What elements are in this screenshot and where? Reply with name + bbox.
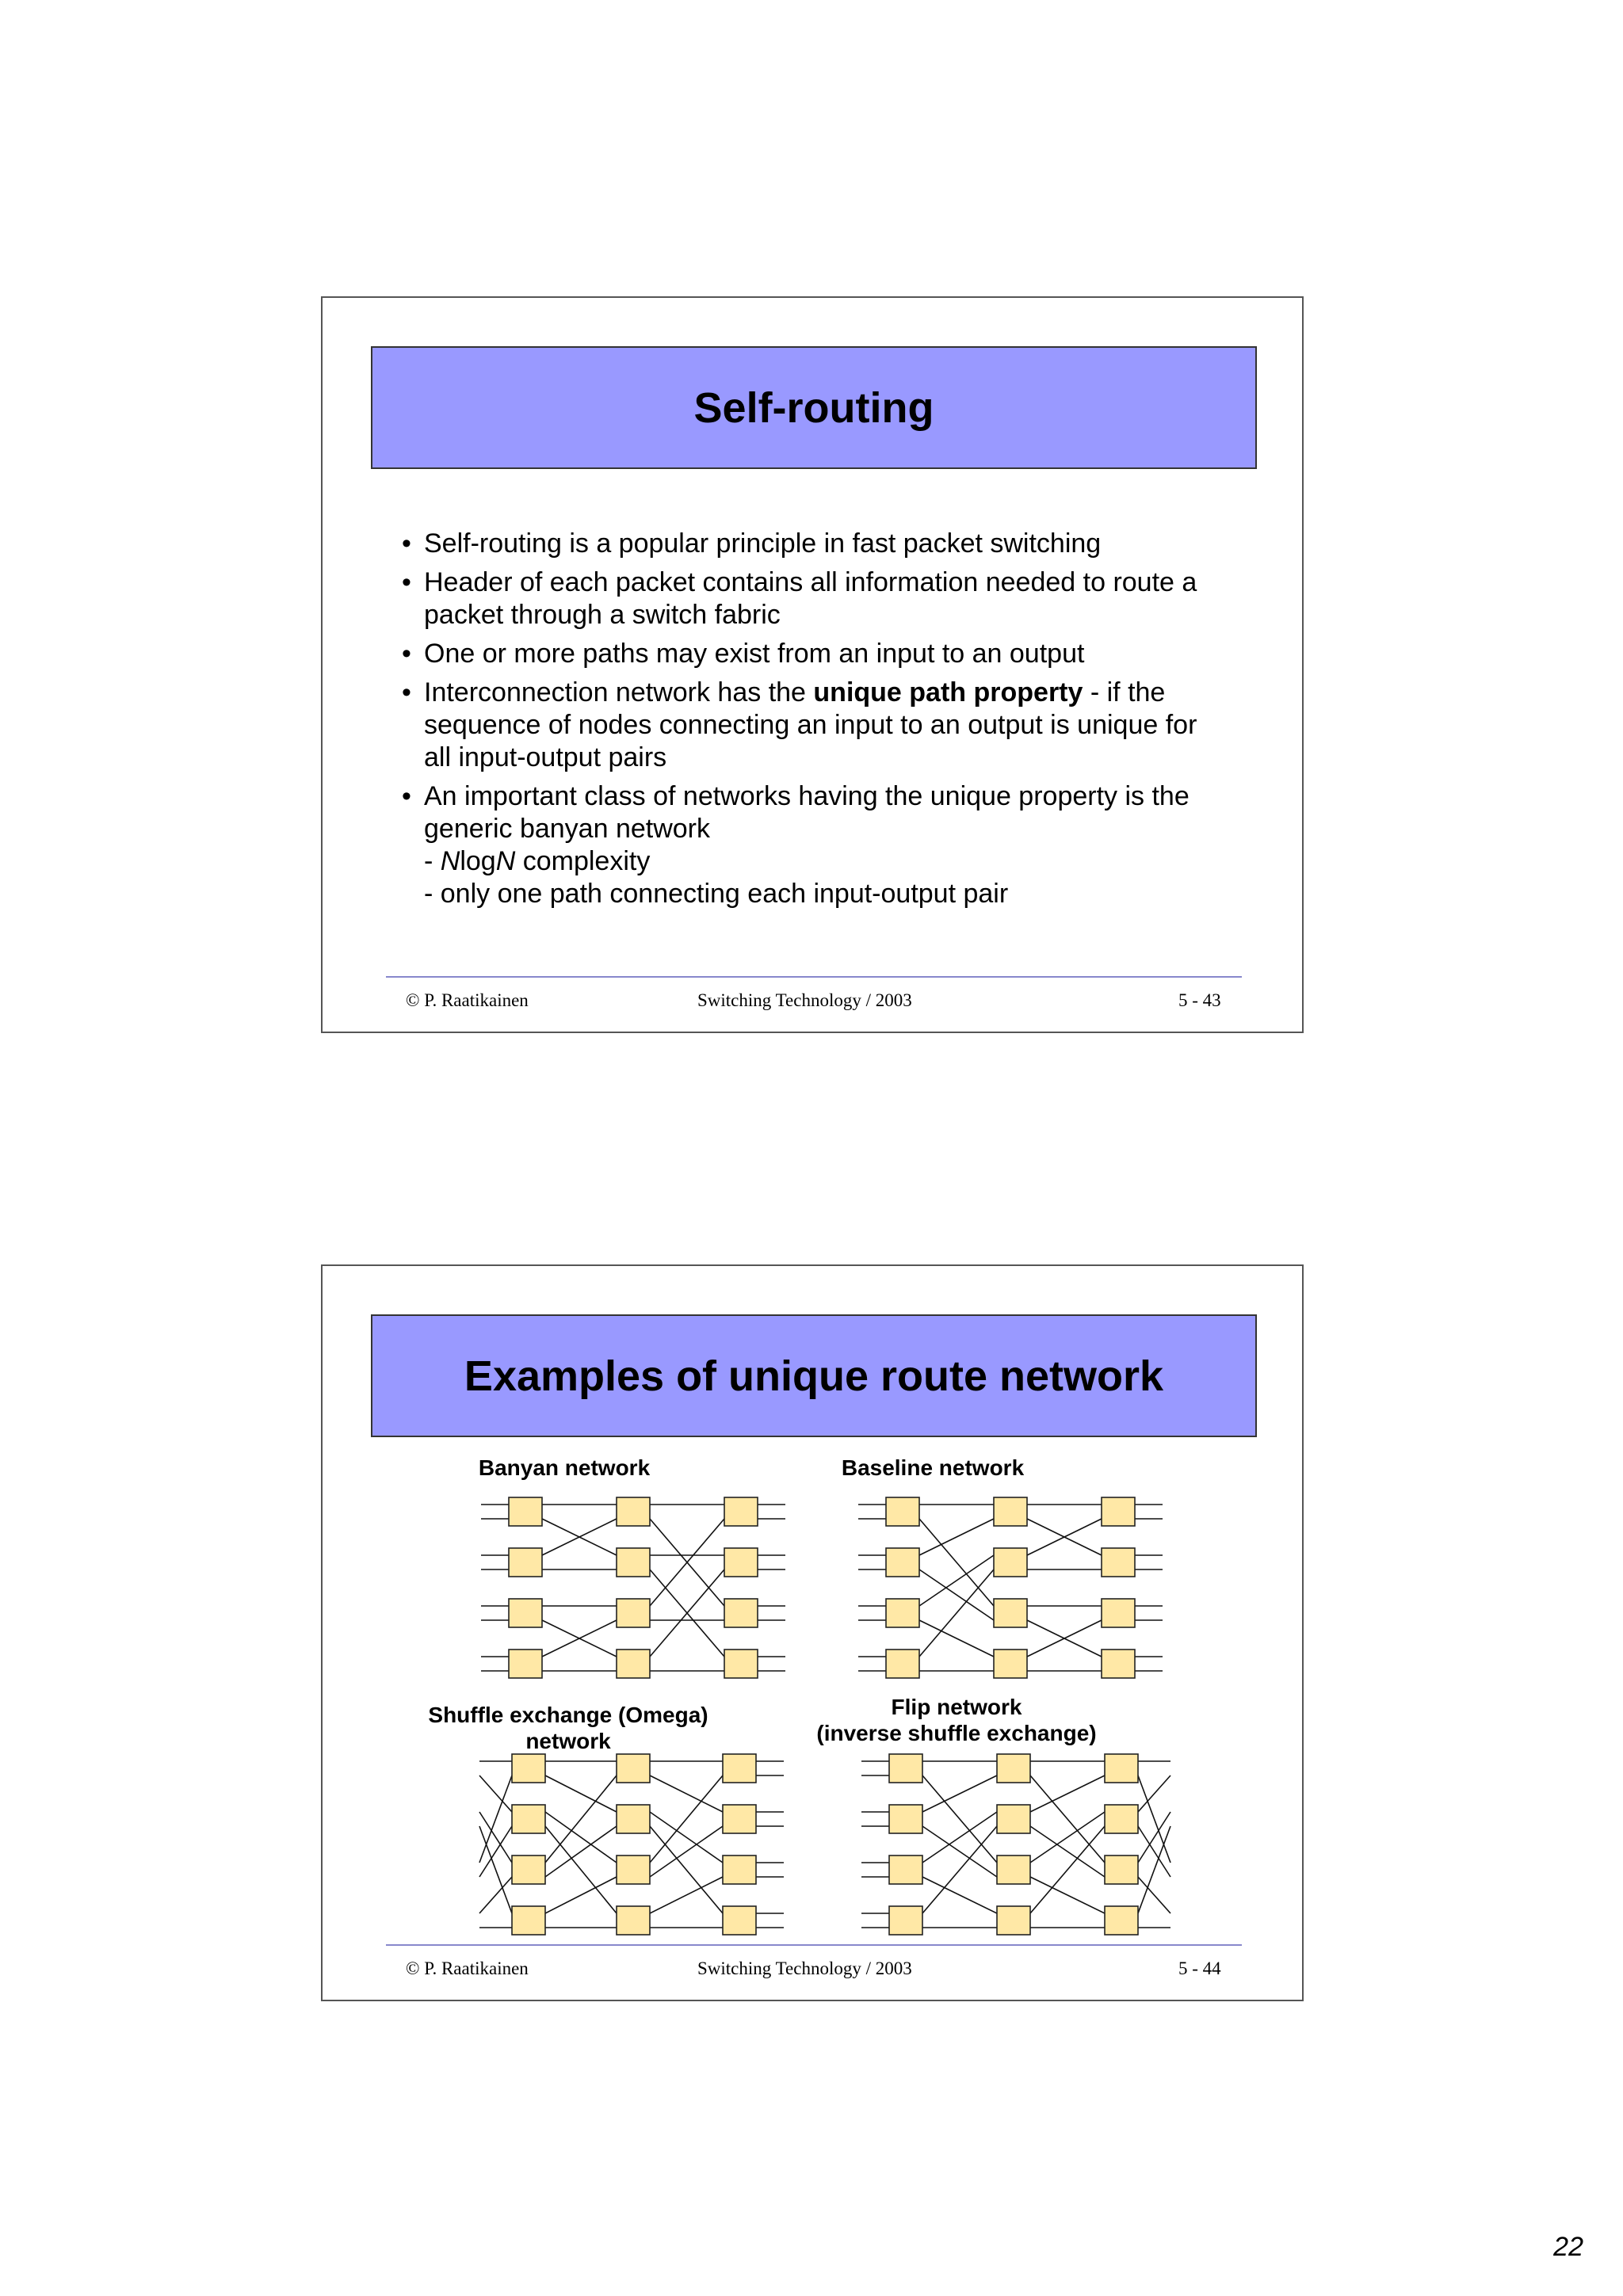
switch-element (889, 1906, 922, 1935)
footer-author: © P. Raatikainen (406, 990, 529, 1010)
switch-element (1105, 1754, 1138, 1783)
switch-element (1105, 1906, 1138, 1935)
link-line (545, 1877, 617, 1913)
footer-course: Switching Technology / 2003 (697, 1958, 912, 1978)
switch-element (994, 1650, 1027, 1678)
switch-element (723, 1906, 756, 1935)
flip-label: Flip network (inverse shuffle exchange) (816, 1695, 1097, 1745)
sub-bullet: - only one path connecting each input-output pair (424, 879, 1009, 909)
input-line (479, 1775, 512, 1812)
switch-element (1102, 1497, 1135, 1526)
footer-slide-number: 5 - 44 (1178, 1958, 1221, 1978)
sub-bullet: - NlogN complexity (424, 846, 651, 876)
bullet-item: • Self-routing is a popular principle in fast packet switching (402, 528, 1210, 560)
slide-unique-route-examples (321, 1264, 1304, 2001)
switch-element (886, 1599, 919, 1627)
link-line (919, 1620, 994, 1657)
switch-element (994, 1548, 1027, 1577)
link-line (545, 1775, 617, 1812)
switch-element (617, 1497, 650, 1526)
switch-element (509, 1548, 542, 1577)
switch-element (889, 1805, 922, 1833)
footer-rule (386, 976, 1242, 978)
switch-element (1102, 1650, 1135, 1678)
switch-element (617, 1599, 650, 1627)
switch-element (997, 1855, 1030, 1884)
output-line (1138, 1877, 1170, 1913)
switch-element (724, 1497, 758, 1526)
switch-element (889, 1754, 922, 1783)
switch-element (512, 1855, 545, 1884)
switch-element (509, 1599, 542, 1627)
switch-element (512, 1805, 545, 1833)
footer-course: Switching Technology / 2003 (697, 990, 912, 1010)
banyan-network-diagram (465, 1485, 814, 1691)
switch-element (997, 1805, 1030, 1833)
slide-title: Self-routing (693, 383, 934, 432)
switch-element (886, 1650, 919, 1678)
bullet-item: • Interconnection network has the unique path property - if the sequence of nodes connecting an input to an output is unique for all input-output pairs (402, 677, 1210, 774)
slide-self-routing (321, 296, 1304, 1033)
bullet-item: • One or more paths may exist from an input to an output (402, 638, 1210, 670)
link-line (922, 1775, 997, 1812)
switch-element (1102, 1548, 1135, 1577)
bullet-item: • Header of each packet contains all information needed to route a packet through a switch fabric (402, 566, 1210, 631)
switch-element (509, 1497, 542, 1526)
emphasis-text: unique path property (813, 677, 1083, 707)
slide-title: Examples of unique route network (464, 1352, 1164, 1400)
switch-element (617, 1855, 650, 1884)
input-line (479, 1877, 512, 1913)
switch-element (886, 1548, 919, 1577)
switch-element (723, 1754, 756, 1783)
link-line (650, 1775, 723, 1812)
omega-network-diagram (449, 1745, 798, 1943)
flip-network-diagram (842, 1745, 1207, 1943)
switch-element (997, 1906, 1030, 1935)
link-line (1030, 1877, 1105, 1913)
switch-element (994, 1599, 1027, 1627)
switch-element (1105, 1805, 1138, 1833)
banyan-label: Banyan network (478, 1455, 651, 1480)
switch-element (617, 1805, 650, 1833)
omega-label: Shuffle exchange (Omega) network (428, 1703, 708, 1753)
switch-element (997, 1754, 1030, 1783)
switch-element (617, 1754, 650, 1783)
switch-element (889, 1855, 922, 1884)
page-number: 22 (1553, 2232, 1583, 2262)
link-line (922, 1877, 997, 1913)
switch-element (994, 1497, 1027, 1526)
baseline-label: Baseline network (841, 1455, 1025, 1480)
switch-element (1102, 1599, 1135, 1627)
switch-element (617, 1650, 650, 1678)
link-line (650, 1877, 723, 1913)
switch-element (509, 1650, 542, 1678)
switch-element (512, 1754, 545, 1783)
switch-element (886, 1497, 919, 1526)
slide-title-box (371, 1314, 1257, 1437)
footer-author: © P. Raatikainen (406, 1958, 529, 1978)
switch-element (617, 1548, 650, 1577)
link-line (919, 1519, 994, 1555)
switch-element (617, 1906, 650, 1935)
bullet-list (402, 528, 1210, 917)
switch-element (723, 1855, 756, 1884)
footer-rule (386, 1944, 1242, 1946)
switch-element (724, 1548, 758, 1577)
baseline-network-diagram (842, 1485, 1191, 1691)
switch-element (724, 1650, 758, 1678)
switch-element (723, 1805, 756, 1833)
link-line (1030, 1775, 1105, 1812)
switch-element (724, 1599, 758, 1627)
footer-slide-number: 5 - 43 (1178, 990, 1221, 1010)
switch-element (512, 1906, 545, 1935)
slide-title-box (371, 346, 1257, 469)
bullet-item: • An important class of networks having the unique property is the generic banyan network - NlogN complexity - only one path connecting each input-output pair (402, 780, 1210, 910)
switch-element (1105, 1855, 1138, 1884)
output-line (1138, 1775, 1170, 1812)
